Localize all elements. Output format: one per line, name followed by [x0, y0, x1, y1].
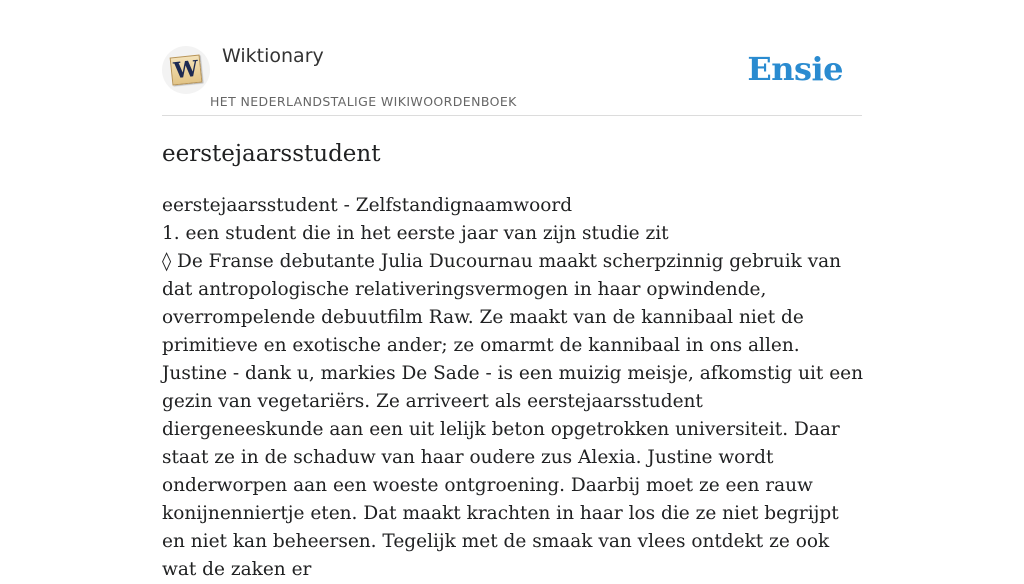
site-name[interactable]: Wiktionary	[222, 45, 324, 67]
page-title: eerstejaarsstudent	[162, 141, 381, 167]
site-header	[162, 0, 862, 116]
site-tagline: HET NEDERLANDSTALIGE WIKIWOORDENBOEK	[210, 94, 517, 109]
logo-tile: W	[170, 55, 203, 86]
entry-content	[162, 192, 864, 584]
example-text: ◊ De Franse debutante Julia Ducournau maakt scherpzinnig gebruik van dat antropologische relativeringsvermogen in haar opwindende, overrompelende debuutfilm Raw. Ze maakt van de kannibaal niet de primitieve en exotische ander; ze omarmt de kannibaal in ons allen. Justine - dank u, markies De Sade - is een muizig meisje, afkomstig uit een gezin van vegetariërs. Ze arriveert als eerstejaarsstudent diergeneeskunde aan een uit lelijk beton opgetrokken universiteit. Daar staat ze in de schaduw van haar oudere zus Alexia. Justine wordt onderworpen aan een woeste ontgroening. Daarbij moet ze een rauw konijnenniertje eten. Dat maakt krachten in haar los die ze niet begrijpt en niet kan beheersen. Tegelijk met de smaak van vlees ontdekt ze ook wat de zaken er	[162, 251, 864, 580]
definition: 1. een student die in het eerste jaar van zijn studie zit	[162, 223, 669, 244]
wiktionary-logo-icon[interactable]	[162, 46, 210, 94]
ensie-brand-logo[interactable]: Ensie	[747, 50, 843, 88]
word-type-line: eerstejaarsstudent - Zelfstandignaamwoord	[162, 195, 573, 216]
page-container	[162, 0, 864, 580]
